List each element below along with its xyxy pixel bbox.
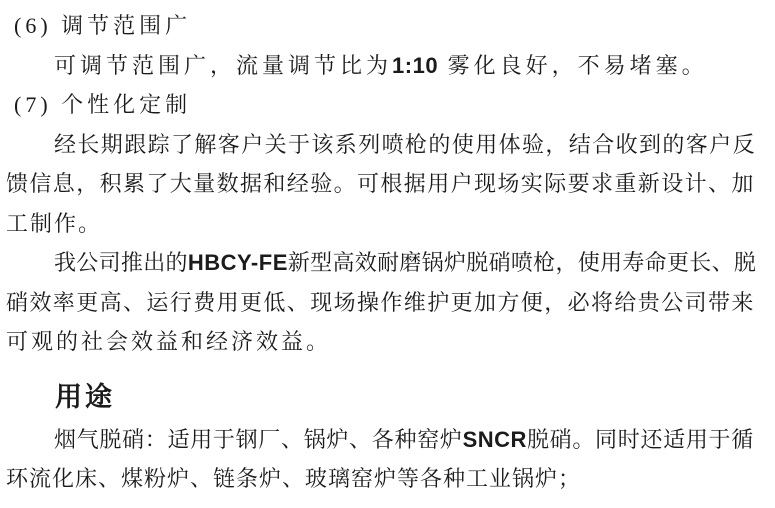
product-paragraph-line-2 xyxy=(0,283,775,323)
text-segment: 新型高效耐磨锅炉脱硝喷枪，使用寿命更长、脱 xyxy=(287,250,757,275)
text-segment: 可观的社会效益和经济效益。 xyxy=(6,329,332,354)
item-6-title-line xyxy=(0,6,775,46)
sncr-acronym-segment: SNCR xyxy=(462,426,527,452)
heading-text: 用途 xyxy=(55,381,115,412)
item-7-body-line-2 xyxy=(0,164,775,204)
text-segment: 工制作。 xyxy=(6,210,103,236)
product-model-segment: HBCY-FE xyxy=(187,250,288,275)
text-segment: 环流化床、煤粉炉、链条炉、玻璃窑炉等各种工业锅炉； xyxy=(6,466,582,491)
text-segment: 烟气脱硝：适用于钢厂、锅炉、各种窑炉 xyxy=(54,426,463,452)
product-paragraph-line-1 xyxy=(0,243,775,283)
text-segment: 硝效率更高、运行费用更低、现场操作维护更加方便，必将给贵公司带来 xyxy=(6,289,755,315)
product-paragraph-line-3 xyxy=(0,322,775,362)
usage-body-line-2 xyxy=(0,459,775,499)
usage-body-line-1 xyxy=(0,420,775,460)
text-segment: 馈信息，积累了大量数据和经验。可根据用户现场实际要求重新设计、加 xyxy=(6,171,755,196)
text-segment: 我公司推出的 xyxy=(54,250,188,275)
usage-section-heading xyxy=(0,374,775,420)
item-7-body-line-1 xyxy=(0,125,775,165)
text-segment: 经长期跟踪了解客户关于该系列喷枪的使用体验，结合收到的客户反 xyxy=(54,131,757,157)
item-7-body-line-3 xyxy=(0,204,775,244)
text-segment: 脱硝。同时还适用于循 xyxy=(526,426,754,452)
ratio-value-segment: 1:10 xyxy=(392,52,439,78)
text-segment: 雾化良好，不易堵塞。 xyxy=(438,52,708,78)
item-7-title-line xyxy=(0,85,775,125)
text-segment: 可调节范围广，流量调节比为 xyxy=(54,52,393,78)
text-segment: (7) 个性化定制 xyxy=(14,92,192,117)
text-segment: (6) 调节范围广 xyxy=(14,13,192,38)
item-6-body-line xyxy=(0,46,775,86)
